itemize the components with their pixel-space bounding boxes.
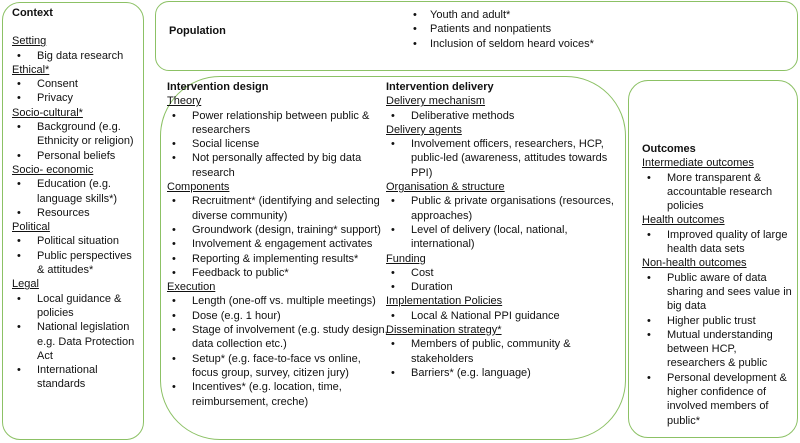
list-item: • Power relationship between public & researchers — [167, 109, 389, 138]
list-item: • Duration — [386, 280, 621, 294]
list-item: • Groundwork (design, training* support) — [167, 223, 389, 237]
intervention-design — [167, 80, 389, 409]
list-item: • Privacy — [12, 91, 137, 105]
list-item: • National legislation e.g. Data Protection Act — [12, 320, 137, 363]
section-list — [12, 234, 137, 277]
list-item: • Social license — [167, 137, 389, 151]
list-item: • Resources — [12, 206, 137, 220]
intervention-delivery — [386, 80, 621, 380]
list-item: • Members of public, community & stakeholders — [386, 337, 621, 366]
list-item: • International standards — [12, 363, 137, 392]
list-item: • Length (one-off vs. multiple meetings) — [167, 294, 389, 308]
section-list — [167, 194, 389, 280]
section-list — [12, 49, 137, 63]
section-heading: Delivery mechanism — [386, 95, 486, 108]
section-list — [386, 109, 621, 123]
section-heading: Dissemination strategy* — [386, 324, 502, 337]
list-item: • Consent — [12, 77, 137, 91]
list-item: • Mutual understanding between HCP, researchers & public — [642, 328, 793, 371]
list-item: • Recruitment* (identifying and selecting diverse community) — [167, 194, 389, 223]
list-item: • Dose (e.g. 1 hour) — [167, 309, 389, 323]
list-item: • Personal beliefs — [12, 149, 137, 163]
list-item: • Public aware of data sharing and sees value in big data — [642, 271, 793, 314]
section-heading: Legal — [12, 278, 39, 291]
context-box — [2, 2, 144, 440]
list-item: • Inclusion of seldom heard voices* — [408, 37, 594, 51]
list-item: • Personal development & higher confidence of involved members of public* — [642, 371, 793, 428]
list-item: • Political situation — [12, 234, 137, 248]
section-heading: Execution — [167, 281, 216, 294]
population-list — [408, 8, 594, 51]
list-item: • Incentives* (e.g. location, time, reimbursement, creche) — [167, 380, 389, 409]
section-list — [386, 137, 621, 180]
list-item: • Deliberative methods — [386, 109, 621, 123]
section-list — [12, 120, 137, 163]
list-item: • Barriers* (e.g. language) — [386, 366, 621, 380]
section-heading: Implementation Policies — [386, 295, 503, 308]
list-item: • Youth and adult* — [408, 8, 594, 22]
list-item: • Public & private organisations (resources, approaches) — [386, 194, 621, 223]
list-item: • More transparent & accountable research policies — [642, 171, 793, 214]
section-heading: Socio-cultural* — [12, 106, 83, 119]
intervention-box — [160, 76, 626, 440]
section-list — [386, 337, 621, 380]
list-item: • Feedback to public* — [167, 266, 389, 280]
section-heading: Delivery agents — [386, 123, 462, 136]
section-list — [12, 77, 137, 106]
design-title: Intervention design — [167, 81, 269, 93]
section-list — [642, 271, 793, 428]
section-heading: Components — [167, 181, 230, 194]
section-list — [386, 309, 621, 323]
section-list — [386, 266, 621, 295]
population-title: Population — [169, 25, 226, 37]
list-item: • Higher public trust — [642, 314, 793, 328]
section-heading: Political — [12, 221, 50, 234]
list-item: • Public perspectives & attitudes* — [12, 249, 137, 278]
outcomes-box — [628, 80, 798, 438]
list-item: • Reporting & implementing results* — [167, 252, 389, 266]
section-list — [167, 109, 389, 180]
section-heading: Ethical* — [12, 63, 50, 76]
section-heading: Non-health outcomes — [642, 257, 747, 270]
section-heading: Organisation & structure — [386, 181, 505, 194]
list-item: • Stage of involvement (e.g. study design, data collection etc.) — [167, 323, 389, 352]
section-heading: Setting — [12, 35, 47, 48]
context-title: Context — [12, 7, 53, 19]
section-list — [12, 292, 137, 392]
section-list — [642, 171, 793, 214]
section-heading: Intermediate outcomes — [642, 157, 754, 170]
section-list — [386, 194, 621, 251]
list-item: • Local & National PPI guidance — [386, 309, 621, 323]
list-item: • Level of delivery (local, national, international) — [386, 223, 621, 252]
section-heading: Theory — [167, 95, 202, 108]
list-item: • Background (e.g. Ethnicity or religion) — [12, 120, 137, 149]
section-list — [642, 228, 793, 257]
section-list — [167, 294, 389, 408]
delivery-title: Intervention delivery — [386, 81, 494, 93]
section-heading: Health outcomes — [642, 214, 725, 227]
list-item: • Patients and nonpatients — [408, 22, 594, 36]
outcomes-title: Outcomes — [642, 143, 696, 155]
list-item: • Education (e.g. language skills*) — [12, 177, 137, 206]
list-item: • Involvement officers, researchers, HCP, public-led (awareness, attitudes towards PPI) — [386, 137, 621, 180]
list-item: • Setup* (e.g. face-to-face vs online, focus group, survey, citizen jury) — [167, 352, 389, 381]
list-item: • Improved quality of large health data sets — [642, 228, 793, 257]
list-item: • Local guidance & policies — [12, 292, 137, 321]
section-heading: Socio- economic — [12, 163, 94, 176]
list-item: • Involvement & engagement activates — [167, 237, 389, 251]
list-item: • Cost — [386, 266, 621, 280]
section-heading: Funding — [386, 252, 426, 265]
list-item: • Big data research — [12, 49, 137, 63]
population-box — [155, 1, 798, 71]
list-item: • Not personally affected by big data research — [167, 151, 389, 180]
section-list — [12, 177, 137, 220]
